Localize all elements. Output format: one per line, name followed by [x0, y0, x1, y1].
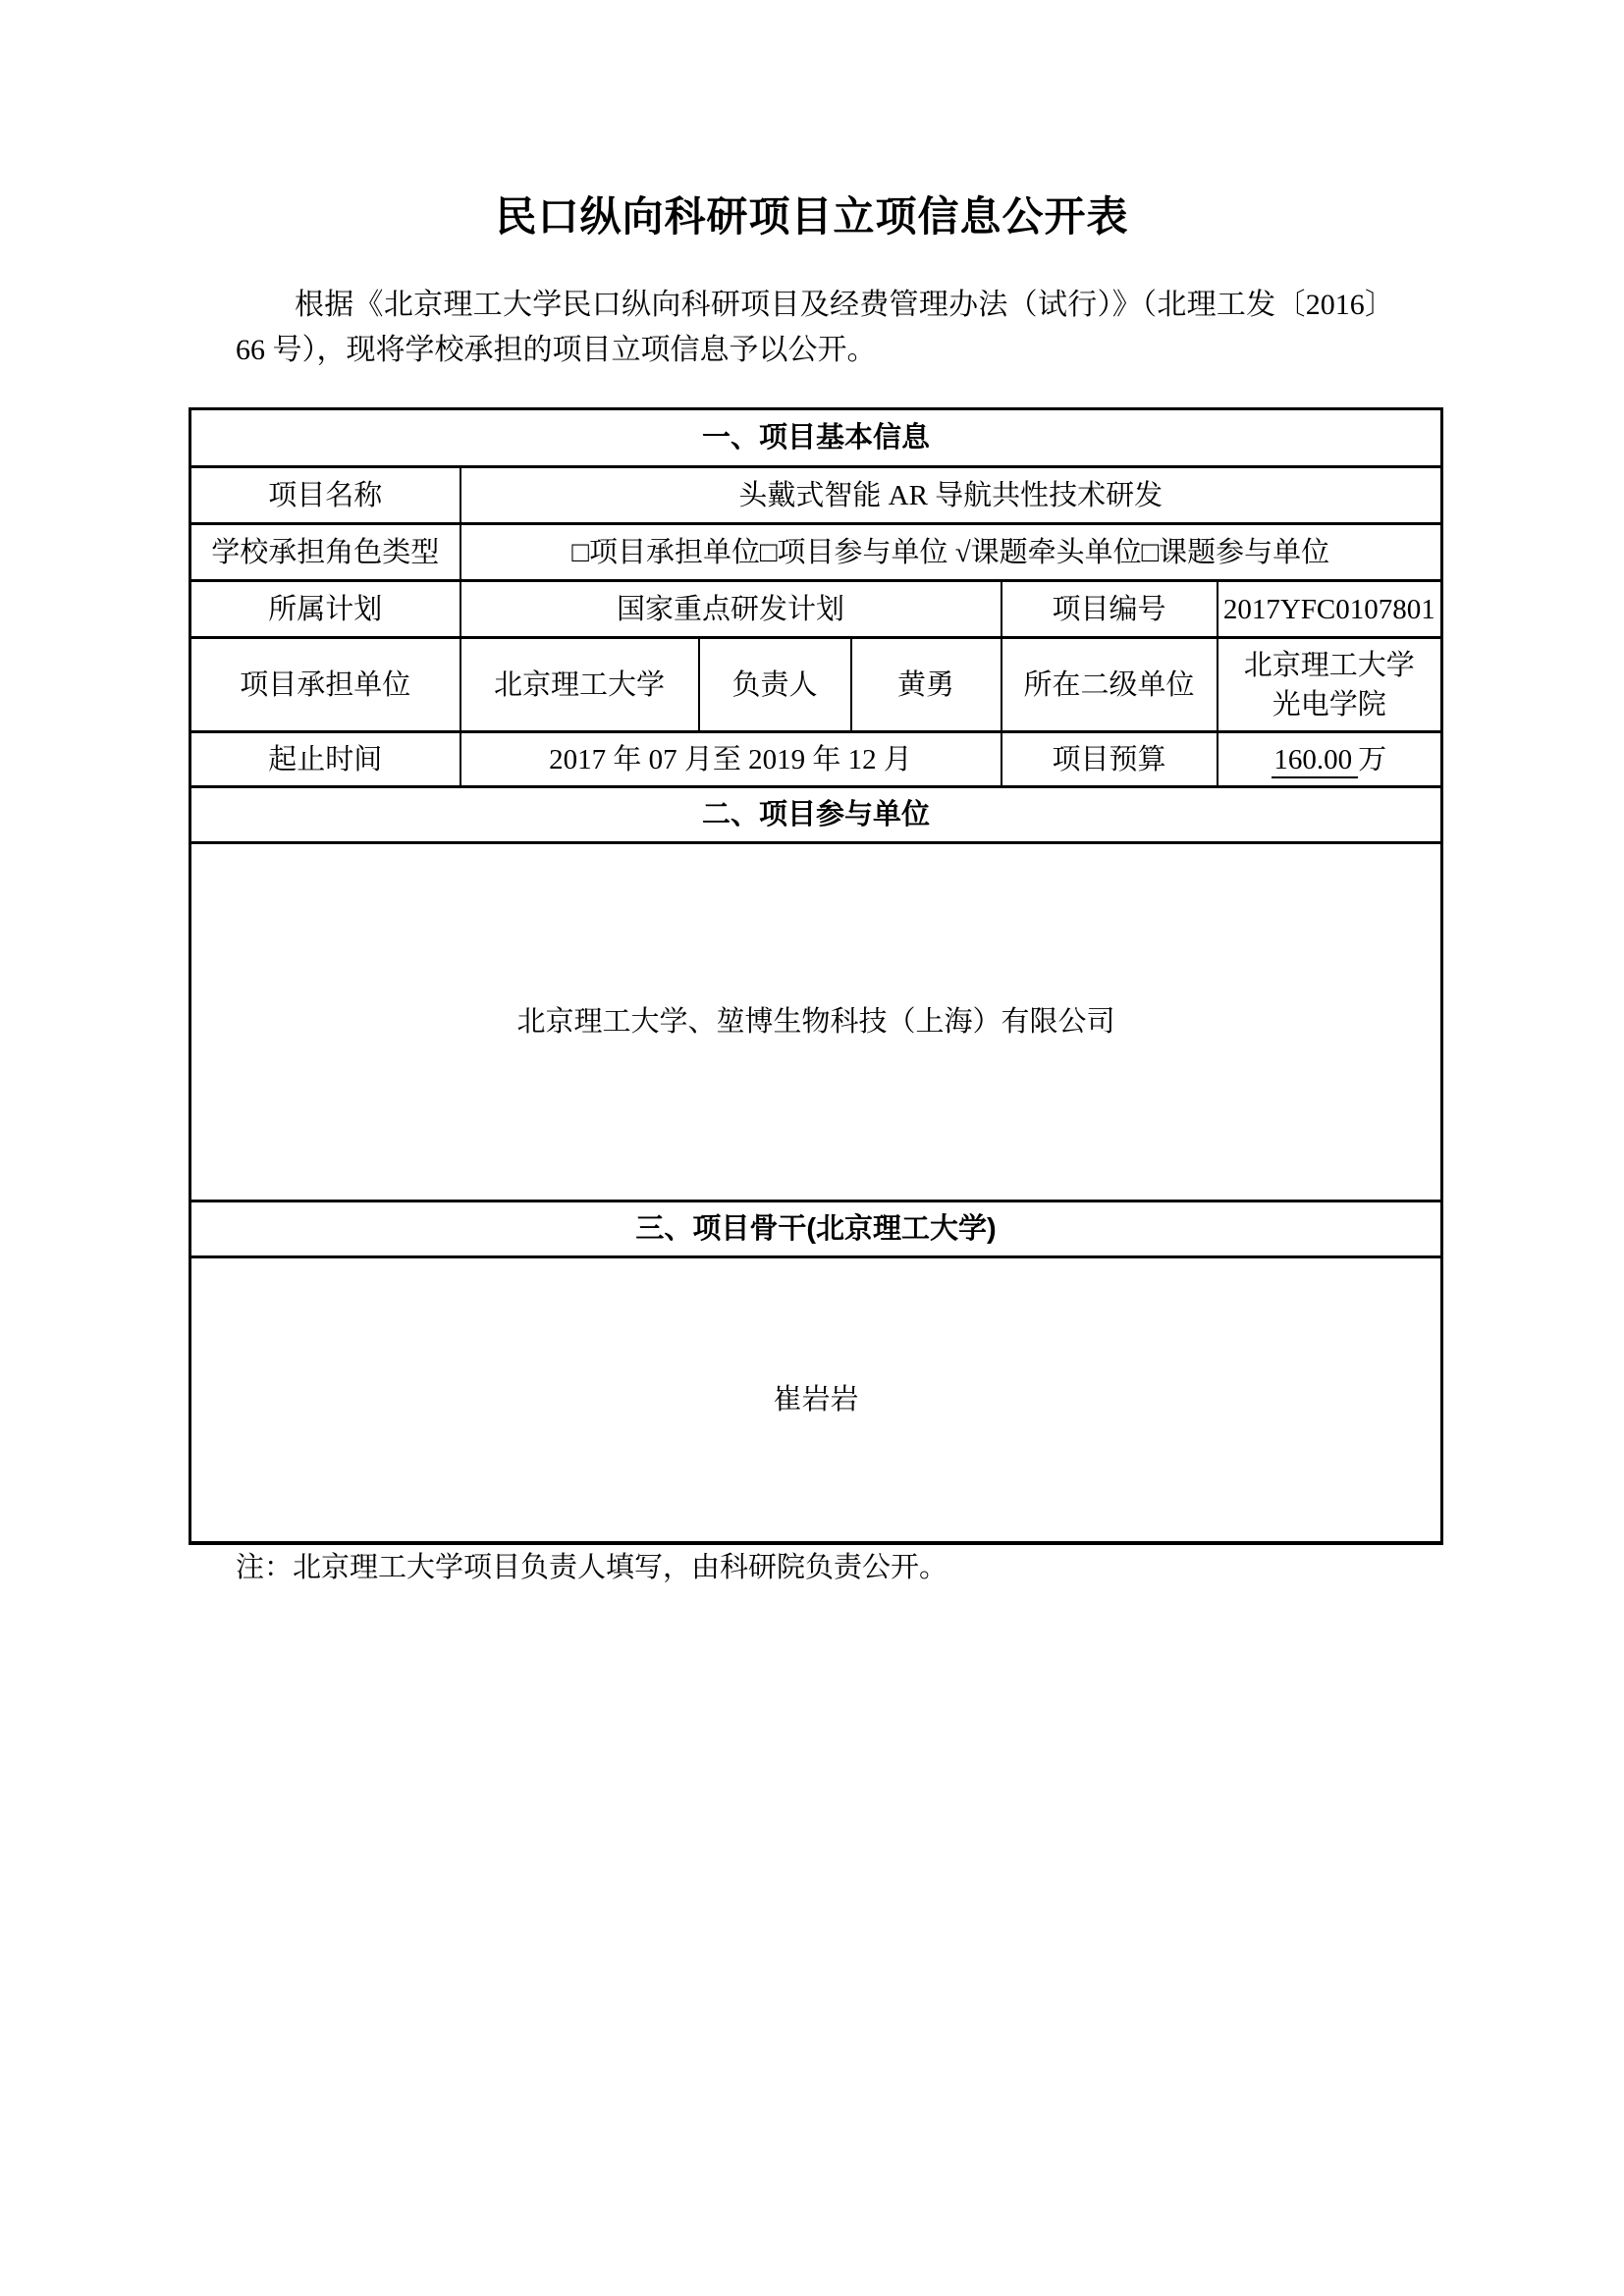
section2-header-row [190, 787, 1442, 843]
duration-label: 起止时间 [190, 732, 460, 787]
section-header-participants: 二、项目参与单位 [190, 787, 1442, 843]
project-no-value: 2017YFC0107801 [1218, 581, 1442, 638]
plan-value: 国家重点研发计划 [460, 581, 1001, 638]
secondary-unit-line2: 光电学院 [1272, 688, 1386, 721]
budget-unit: 万 [1358, 743, 1387, 775]
page-title: 民口纵向科研项目立项信息公开表 [495, 193, 1129, 240]
footer-note: 注：北京理工大学项目负责人填写，由科研院负责公开。 [236, 1552, 948, 1583]
budget-amount: 160.00 [1272, 744, 1358, 778]
project-name-row [190, 467, 1442, 524]
role-type-value: □项目承担单位□项目参与单位 √课题牵头单位□课题参与单位 [460, 524, 1442, 581]
section-header-basic-info: 一、项目基本信息 [190, 409, 1442, 467]
section1-header-row [190, 409, 1442, 467]
budget-value [1218, 732, 1442, 787]
section-header-backbone: 三、项目骨干(北京理工大学) [190, 1201, 1442, 1257]
section3-header-row [190, 1201, 1442, 1257]
role-type-label: 学校承担角色类型 [190, 524, 460, 581]
intro-paragraph: 根据《北京理工大学民口纵向科研项目及经费管理办法（试行）》（北理工发〔2016〕66 号），现将学校承担的项目立项信息予以公开。 [236, 289, 1380, 366]
leader-value: 黄勇 [851, 638, 1001, 732]
project-info-table [189, 407, 1443, 1545]
plan-label: 所属计划 [190, 581, 460, 638]
budget-label: 项目预算 [1001, 732, 1218, 787]
duration-value: 2017 年 07 月至 2019 年 12 月 [460, 732, 1001, 787]
undertaker-value: 北京理工大学 [460, 638, 699, 732]
participants-row [190, 843, 1442, 1201]
participants-content: 北京理工大学、堃博生物科技（上海）有限公司 [190, 843, 1442, 1201]
role-type-row [190, 524, 1442, 581]
secondary-unit-line1: 北京理工大学 [1243, 649, 1415, 681]
plan-row [190, 581, 1442, 638]
duration-row [190, 732, 1442, 787]
project-name-value: 头戴式智能 AR 导航共性技术研发 [460, 467, 1442, 524]
undertaker-label: 项目承担单位 [190, 638, 460, 732]
undertaker-row [190, 638, 1442, 732]
project-name-label: 项目名称 [190, 467, 460, 524]
backbone-row [190, 1257, 1442, 1543]
project-no-label: 项目编号 [1001, 581, 1218, 638]
secondary-unit-value [1218, 638, 1442, 732]
leader-label: 负责人 [699, 638, 851, 732]
backbone-content: 崔岩岩 [190, 1257, 1442, 1543]
secondary-unit-label: 所在二级单位 [1001, 638, 1218, 732]
